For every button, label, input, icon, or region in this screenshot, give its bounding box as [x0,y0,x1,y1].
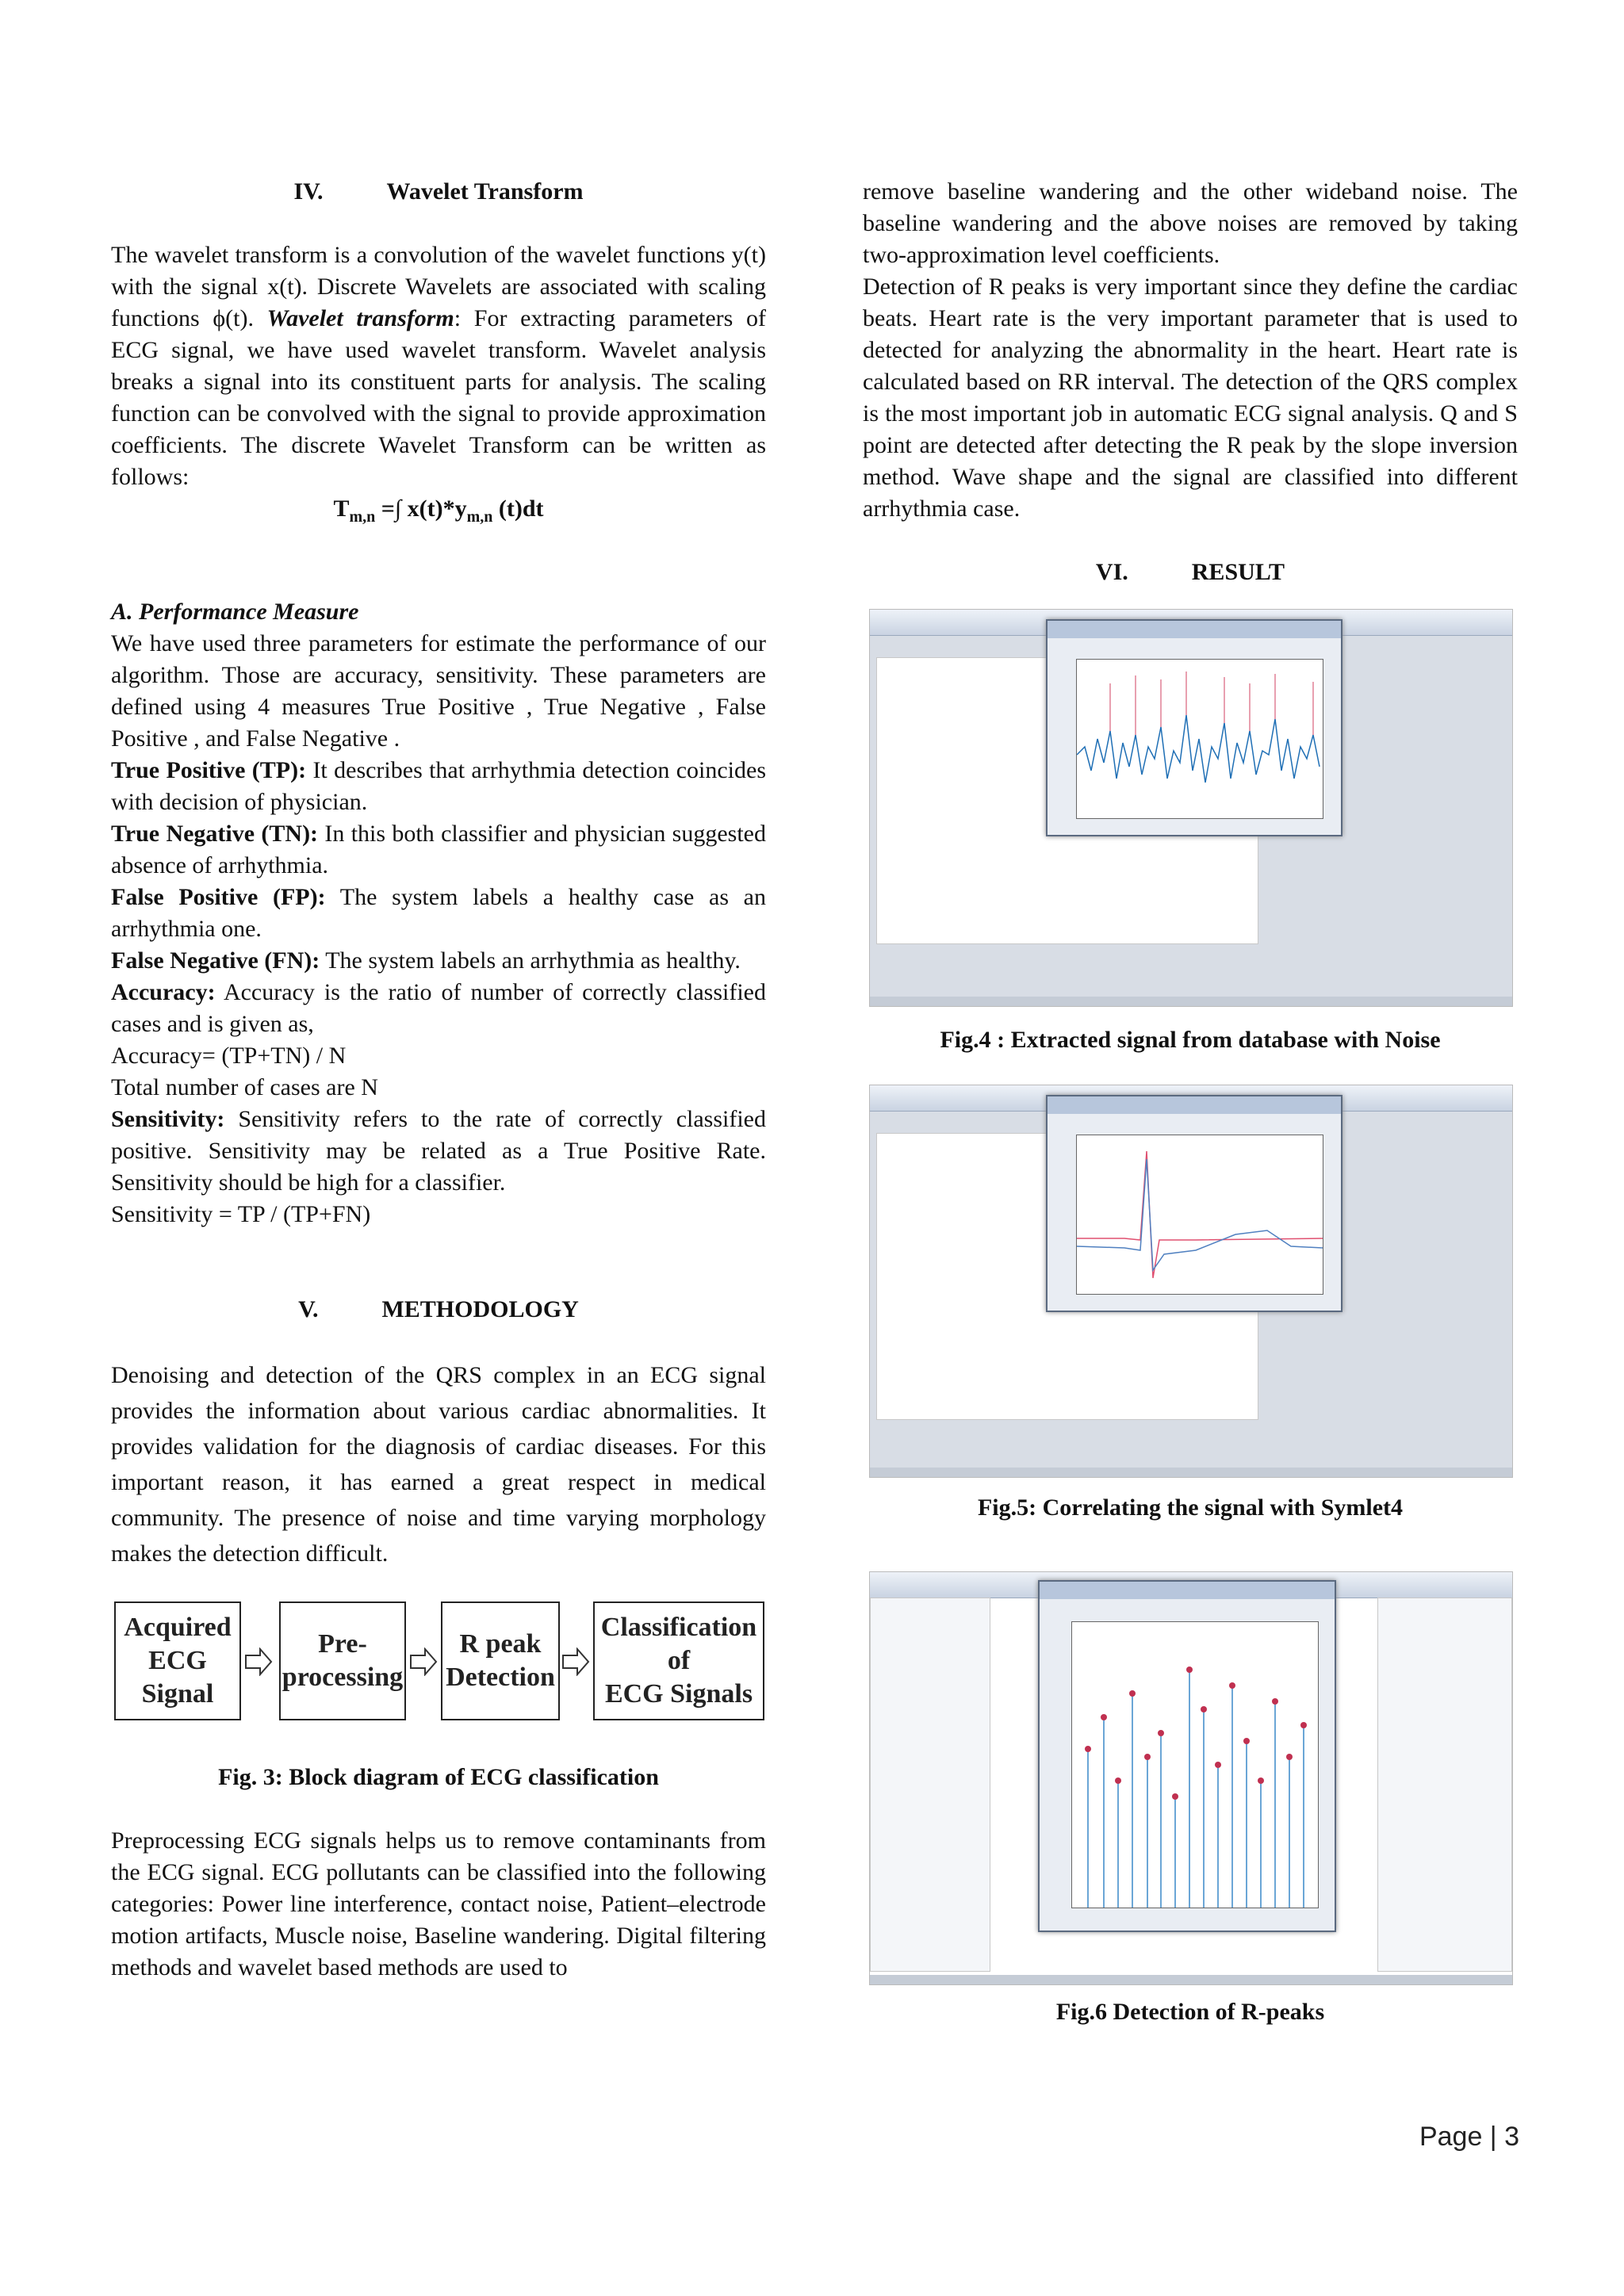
figure-window [1038,1580,1336,1932]
performance-paragraph: We have used three parameters for estimate the performance of our algorithm. Those are accuracy, sensitivity. These parameters are defined using 4 measures True Positive , True Negative , False Positive , and False Negative . [111,630,766,752]
block-preprocessing: Pre- processing [279,1601,406,1720]
block-acquired-ecg: Acquired ECG Signal [114,1601,241,1720]
sensitivity-definition: Sensitivity: Sensitivity refers to the rate of correctly classified positive. Sensitivity may be related as a True Positive Rate. Sensitivity should be high for a classifier. [111,1106,766,1196]
tn-definition: True Negative (TN): In this both classifier and physician suggested absence of arrhythmia. [111,821,766,878]
methodology-paragraph: Denoising and detection of the QRS complex in an ECG signal provides the information about various cardiac abnormalities. It provides validation for the diagnosis of cardiac diseases. For this important reason, it has earned a great respect in medical community. The presence of noise and time varying morphology makes the detection difficult. [111,1362,766,1567]
continued-paragraph: remove baseline wandering and the other wideband noise. The baseline wandering and the above noises are removed by taking two-approximation level coefficients. [863,178,1518,268]
block-diagram [111,1594,766,1728]
section-title: Wavelet Transform [386,178,584,205]
preprocessing-paragraph: Preprocessing ECG signals helps us to remove contaminants from the ECG signal. ECG pollutants can be classified into the following categories: Power line interference, contact noise, Patient–electrode motion artifacts, Muscle noise, Baseline wandering. Digital filtering methods and wavelet based methods are used to [111,1827,766,1980]
fig4-caption: Fig.4 : Extracted signal from database with Noise [940,1027,1441,1053]
correlation-plot [1077,1135,1323,1294]
fp-definition: False Positive (FP): The system labels a healthy case as an arrhythmia one. [111,884,766,942]
figure-window [1046,1095,1342,1312]
figure-window [1046,619,1342,836]
arrow-right-icon [244,1647,273,1676]
block-r-peak-detection: R peak Detection [441,1601,560,1720]
section-iv-heading [111,176,766,208]
total-cases: Total number of cases are N [111,1074,378,1100]
workspace-panel [1377,1598,1512,1972]
file-browser-panel [870,1598,990,1972]
fig3-caption: Fig. 3: Block diagram of ECG classification [218,1764,659,1790]
fig6-caption: Fig.6 Detection of R-peaks [1055,1999,1325,2025]
fig4-screenshot [869,609,1513,1007]
section-number: IV. [293,178,324,205]
sensitivity-formula: Sensitivity = TP / (TP+FN) [111,1201,371,1227]
arrow-right-icon [409,1647,438,1676]
performance-heading: A. Performance Measure [111,599,359,625]
left-column [111,176,766,1984]
accuracy-definition: Accuracy: Accuracy is the ratio of number of correctly classified cases and is given as, [111,979,766,1037]
fig6-screenshot [869,1571,1513,1985]
page-number: Page | 3 [1419,2122,1519,2152]
accuracy-formula: Accuracy= (TP+TN) / N [111,1043,347,1069]
rpeak-paragraph: Detection of R peaks is very important since they define the cardiac beats. Heart rate is the very important parameter that is used to detected for analyzing the abnormality in the heart. Heart rate is calculated based on RR interval. The detection of the QRS complex is the most important job in automatic ECG signal analysis. Q and S point are detected after detecting the R peak by the slope inversion method. Wave shape and the signal are classified into different arrhythmia case. [863,274,1518,522]
noisy-ecg-plot [1077,660,1323,818]
r-peaks-plot [1072,1622,1318,1908]
section-vi-heading: VI. RESULT [1095,559,1285,585]
arrow-right-icon [561,1647,590,1676]
block-classification: Classification of ECG Signals [593,1601,764,1720]
right-column [863,176,1518,2028]
fig5-screenshot [869,1085,1513,1478]
wavelet-paragraph: The wavelet transform is a convolution of the wavelet functions y(t) with the signal x(t). Discrete Wavelets are associated with scaling functions ϕ(t). Wavelet transform: For extracting parameters of ECG signal, we have used wavelet transform. Wavelet analysis breaks a signal into its constituent parts for analysis. The scaling function can be convolved with the signal to provide approximation coefficients. The discrete Wavelet Transform can be written as follows: [111,242,767,490]
section-v-heading: V. METHODOLOGY [298,1296,579,1322]
tp-definition: True Positive (TP): It describes that arrhythmia detection coincides with decision of physician. [111,757,766,815]
fig5-caption: Fig.5: Correlating the signal with Symlet4 [977,1494,1404,1521]
fn-definition: False Negative (FN): The system labels an arrhythmia as healthy. [111,947,741,974]
wavelet-formula: $T_{m,n}$ =∫ $x(t)*y_{m,n}$ (t)dt [333,496,544,526]
